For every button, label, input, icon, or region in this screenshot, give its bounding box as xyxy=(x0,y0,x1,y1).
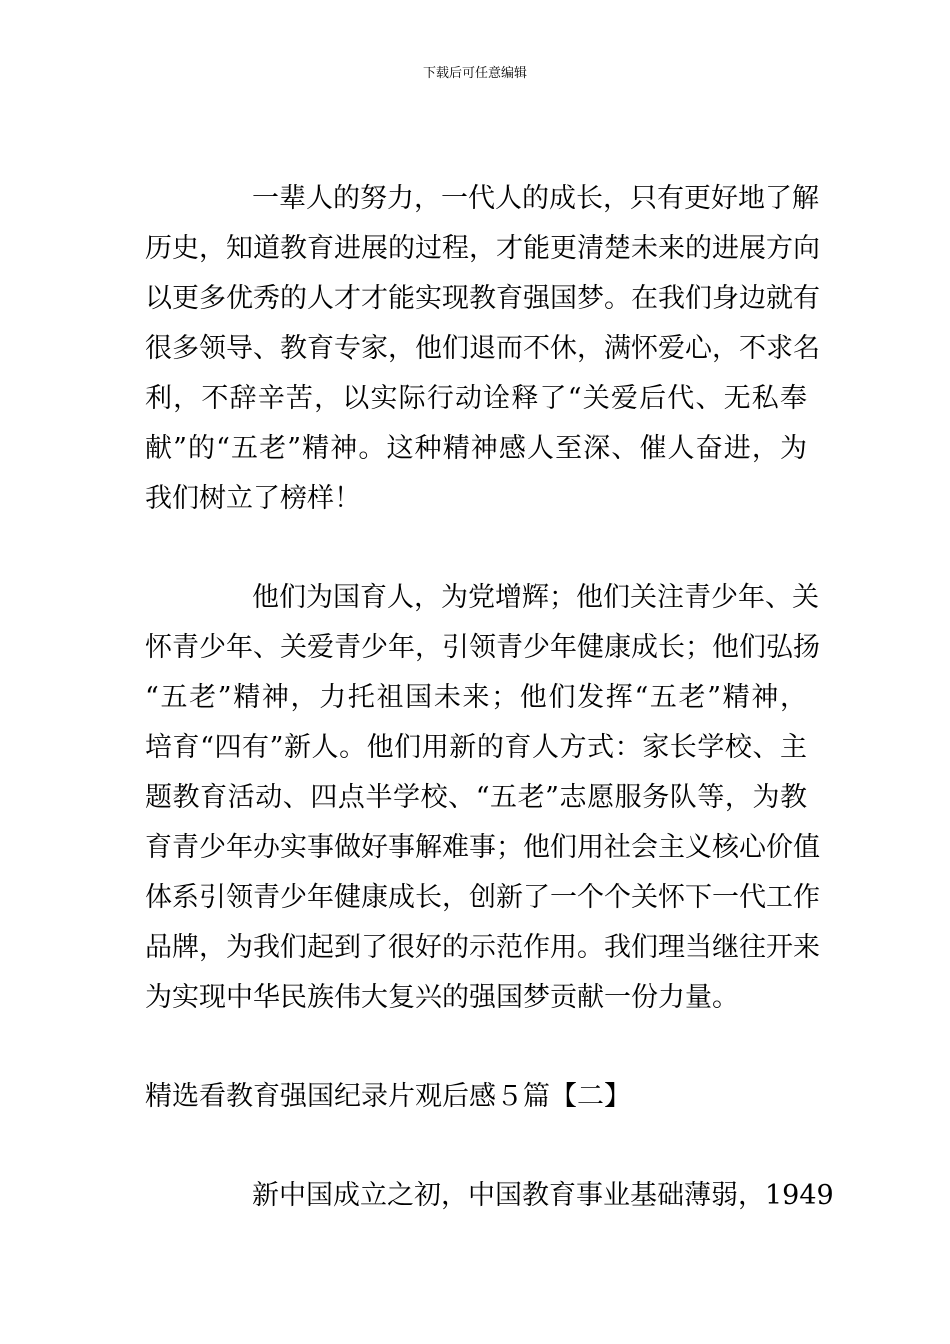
text-line: “五老”精神，力托祖国未来；他们发挥“五老”精神， xyxy=(145,682,807,713)
text-line: 献”的“五老”精神。这种精神感人至深、催人奋进，为 xyxy=(145,433,807,464)
text-line: 为实现中华民族伟大复兴的强国梦贡献一份力量。 xyxy=(145,982,739,1013)
text-line: 我们树立了榜样！ xyxy=(145,483,361,514)
text-line: 新中国成立之初，中国教育事业基础薄弱，1949 xyxy=(252,1180,834,1211)
text-line: 一辈人的努力，一代人的成长，只有更好地了解 xyxy=(252,183,819,214)
text-line: 以更多优秀的人才才能实现教育强国梦。在我们身边就有 xyxy=(145,283,820,314)
text-line: 很多领导、教育专家，他们退而不休，满怀爱心，不求名 xyxy=(145,333,820,364)
text-line: 体系引领青少年健康成长，创新了一个个关怀下一代工作 xyxy=(145,882,820,913)
text-line: 他们为国育人，为党增辉；他们关注青少年、关 xyxy=(252,582,819,613)
text-line: 育青少年办实事做好事解难事；他们用社会主义核心价值 xyxy=(145,832,820,863)
text-line: 怀青少年、关爱青少年，引领青少年健康成长；他们弘扬 xyxy=(145,632,820,663)
text-line: 利，不辞辛苦，以实际行动诠释了“关爱后代、无私奉 xyxy=(145,383,807,414)
page-header: 下载后可任意编辑 xyxy=(422,66,527,81)
section-heading: 精选看教育强国纪录片观后感５篇【二】 xyxy=(145,1081,631,1112)
text-line: 品牌，为我们起到了很好的示范作用。我们理当继往开来 xyxy=(145,932,820,963)
text-line: 题教育活动、四点半学校、“五老”志愿服务队等，为教 xyxy=(145,782,807,813)
text-line: 历史，知道教育进展的过程，才能更清楚未来的进展方向 xyxy=(145,233,820,264)
text-line: 培育“四有”新人。他们用新的育人方式：家长学校、主 xyxy=(145,732,807,763)
